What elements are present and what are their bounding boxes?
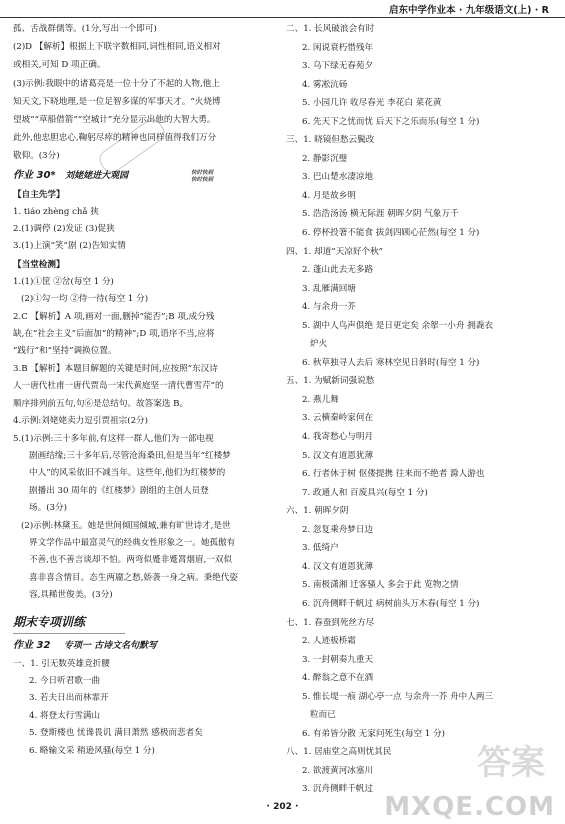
header-title: 启东中学作业本 · 九年级语文(上) · R: [389, 5, 549, 16]
answer-line: 4. 汉文有道恩犹薄: [302, 561, 374, 572]
section-class-test: 【当堂检测】: [13, 259, 65, 270]
answer-line: 5. 南极潇湘 迁客骚人 多会于此 览物之情: [302, 580, 459, 591]
answer-line: (2)①勾一均 ②侍一待(每空 1 分): [21, 294, 149, 305]
answer-line: 知天文,下晓地理,是一位足智多谋的军事天才。“火烧博: [13, 96, 221, 107]
answer-line: 4. 与余舟一芥: [302, 302, 356, 313]
answer-line: 场。(3分): [29, 503, 67, 514]
answer-line: 3. 乱雁满回塘: [302, 283, 356, 294]
answer-line: 一、1. 引无数英雄竞折腰: [13, 658, 110, 669]
answer-line: 2. 燕儿舞: [302, 394, 339, 405]
answer-line: 5. 小园几许 收尽春光 李花白 菜花黄: [302, 98, 442, 109]
watermark-answer: 答案: [477, 743, 545, 783]
answer-line: 3.(1)上演“笑”剧 (2)告知实情: [13, 241, 126, 252]
answer-line: 4.示例:刘姥姥卖力逗引贾祖宗(2分): [13, 416, 148, 427]
assignment-30-heading: [13, 166, 275, 186]
answer-line: 6. 行者休于树 伛偻提携 往来而不绝者 滁人游也: [302, 469, 485, 480]
answer-line: 此外,他忠胆忠心,鞠躬尽瘁的精神也同样值得我们万分: [13, 133, 217, 144]
section-self-study: 【自主先学】: [13, 189, 65, 200]
answer-line: 喜非喜含情目。态生两靥之愁,娇袭一身之病。秉绝代姿: [29, 572, 238, 583]
answer-line: 人一唐代杜甫一唐代贾岛一宋代黄庭坚一清代曹雪芹”的: [13, 381, 224, 392]
answer-line: 2.(1)调停 (2)发证 (3)促狭: [13, 224, 115, 235]
answer-line: 6. 略输文采 稍逊风骚(每空 1 分): [29, 745, 155, 756]
assignment-32-title: 专项一 古诗文名句默写: [63, 640, 158, 651]
answer-line: 5. 登斯楼也 忧谗畏讥 满目萧然 感极而悲者矣: [29, 728, 203, 739]
answer-line: 6. 先天下之忧而忧 后天下之乐而乐(每空 1 分): [302, 116, 480, 127]
answer-line: 4. 我寄愁心与明月: [302, 432, 374, 443]
answer-line: 不善,也不善言谈却不怕。两弯似蹙非蹙罥烟眉,一双似: [29, 555, 233, 566]
answer-line: 三、1. 晓镜但愁云鬓改: [286, 135, 375, 146]
answer-line: 2. 静影沉璧: [302, 153, 348, 164]
answer-line: 中人”的风采依旧不减当年。这些年,他们为红楼梦的: [29, 468, 226, 479]
answer-line: 6. 停杯投箸不能食 拔剑四顾心茫然(每空 1 分): [302, 228, 480, 239]
page-number: · 202 ·: [266, 802, 299, 812]
assignment-30-tag: 快时快到: [191, 169, 214, 176]
answer-line: 2. 人迹板桥霜: [302, 636, 356, 647]
answer-line: 剧画结缘;三十多年后,尽管沧海桑田,但是当年“红楼梦: [29, 450, 231, 461]
answer-line: 6. 有弟皆分散 无家问死生(每空 1 分): [302, 728, 446, 739]
answer-line: 容,具稀世俊美。(3分): [29, 590, 113, 601]
answer-line: 4. 雾凇沆砀: [302, 79, 348, 90]
assignment-32-heading: [13, 636, 275, 656]
answer-line: 3. 低绮户: [302, 543, 339, 554]
watermark-site: MXQE.COM: [384, 792, 555, 822]
answer-line: 2.C 【解析】A 项,画对一面,删掉“能否”;B 项,成分残: [13, 311, 215, 322]
answer-line: 6. 秋草独寻人去后 寒林空见日斜时(每空 1 分): [302, 357, 480, 368]
answer-line: 4. 月是故乡明: [302, 190, 356, 201]
answer-line: 3. 乌下绿无春苑夕: [302, 61, 374, 72]
answer-line: 1.(1)①筐 ②岔(每空 1 分): [13, 276, 114, 287]
answer-line: 2. 今日听君歌一曲: [29, 675, 101, 686]
answer-line: 剧播出 30 周年的《红楼梦》剧组的主创人员登: [29, 485, 209, 496]
answer-line: 缺,在“社会主义”后面加“的精神”;D 项,语序不当,应将: [13, 329, 215, 340]
answer-line: (2)示例:林黛玉。她是世间倾国倾城,兼有旷世诗才,是世: [21, 520, 231, 531]
answer-line: 5. 湖中人鸟声俱绝 是日更定矣 余挐一小舟 拥毳衣: [302, 320, 494, 331]
answer-line: 或相关,可知 D 项正确。: [13, 60, 106, 71]
answer-line: 1. tiáo zhèng chǎ 狭: [13, 206, 99, 217]
answer-line: 5. 汉文有道恩犹薄: [302, 450, 374, 461]
answer-line: “践行”和“坚持”调换位置。: [13, 346, 117, 357]
assignment-32-number: 作业 32: [13, 639, 51, 651]
answer-line: 顺序排列前五句,句⑥是总结句。故答案选 B。: [13, 398, 189, 409]
answer-line: 3. 巴山楚水凄凉地: [302, 172, 374, 183]
answer-line: 界文学作品中最富灵气的经典女性形象之一。她孤傲有: [29, 537, 236, 548]
assignment-30-tag: 快时快到: [191, 176, 214, 183]
answer-line: 四、1. 却道“天凉好个秋”: [286, 246, 384, 257]
answer-line: 2. 欲渡黄河冰塞川: [302, 765, 374, 776]
assignment-30-number: 作业 30*: [13, 169, 56, 181]
answer-line: 3. 若夫日出而林霏开: [29, 693, 109, 704]
answer-line: 五、1. 为赋新词强说愁: [286, 376, 375, 387]
answer-line: 孤、舌战群儒等。(1分,写出一个即可): [13, 24, 157, 34]
left-column: [13, 20, 275, 760]
answer-line: 3. 云横秦岭家何在: [302, 413, 374, 424]
answer-line: 5. 惟长堤一痕 湖心亭一点 与余舟一芥 舟中人两三: [302, 691, 494, 702]
answer-line: 粒而已: [310, 710, 336, 721]
answer-line: 七、1. 春蚕到死丝方尽: [286, 617, 375, 628]
answer-line: 3. 沉舟侧畔千帆过: [302, 784, 374, 795]
page-header: [0, 0, 565, 18]
answer-line: 3.B 【解析】本题目解题的关键是时间,应按照“东汉诗: [13, 363, 218, 374]
answer-line: 3. 一封朝奏九重天: [302, 654, 374, 665]
answer-line: 炉火: [310, 339, 328, 350]
answer-line: 5. 浩浩汤汤 横无际涯 朝晖夕阴 气象万千: [302, 209, 459, 220]
answer-line: 4. 醉翁之意不在酒: [302, 673, 374, 684]
answer-line: 敬仰。(3分): [13, 151, 60, 162]
answer-line: 2. 忽复乘舟梦日边: [302, 524, 374, 535]
answer-line: 八、1. 居庙堂之高则忧其民: [286, 747, 392, 758]
answer-line: 6. 沉舟侧畔千帆过 病树前头万木春(每空 1 分): [302, 598, 480, 609]
final-review-heading: 期末专项训练: [13, 611, 125, 634]
answer-line: 2. 闲说衰朽惜残年: [302, 42, 374, 53]
answer-line: 六、1. 朝晖夕阴: [286, 506, 349, 517]
answer-line: 7. 政通人和 百废具兴(每空 1 分): [302, 487, 428, 498]
answer-line: 5.(1)示例:三十多年前,有这样一群人,他们为一部电视: [13, 433, 214, 444]
assignment-30-title: 刘姥姥进大观园: [65, 170, 129, 181]
answer-line: 二、1. 长风破浪会有时: [286, 24, 375, 34]
answer-line: 2. 蓬山此去无多路: [302, 265, 374, 276]
answer-line: (2)D 【解析】根据上下联字数相同,词性相同,语义相对: [13, 42, 221, 53]
answer-line: 4. 将登太行雪满山: [29, 710, 101, 721]
right-column: [286, 20, 552, 799]
answer-line: 望坡”“草船借箭”“空城计”充分显示出他的大智大勇。: [13, 115, 216, 126]
answer-line: (3)示例:我眼中的诸葛亮是一位十分了不起的人物,他上: [13, 78, 220, 89]
top-answer-block: [13, 20, 275, 166]
